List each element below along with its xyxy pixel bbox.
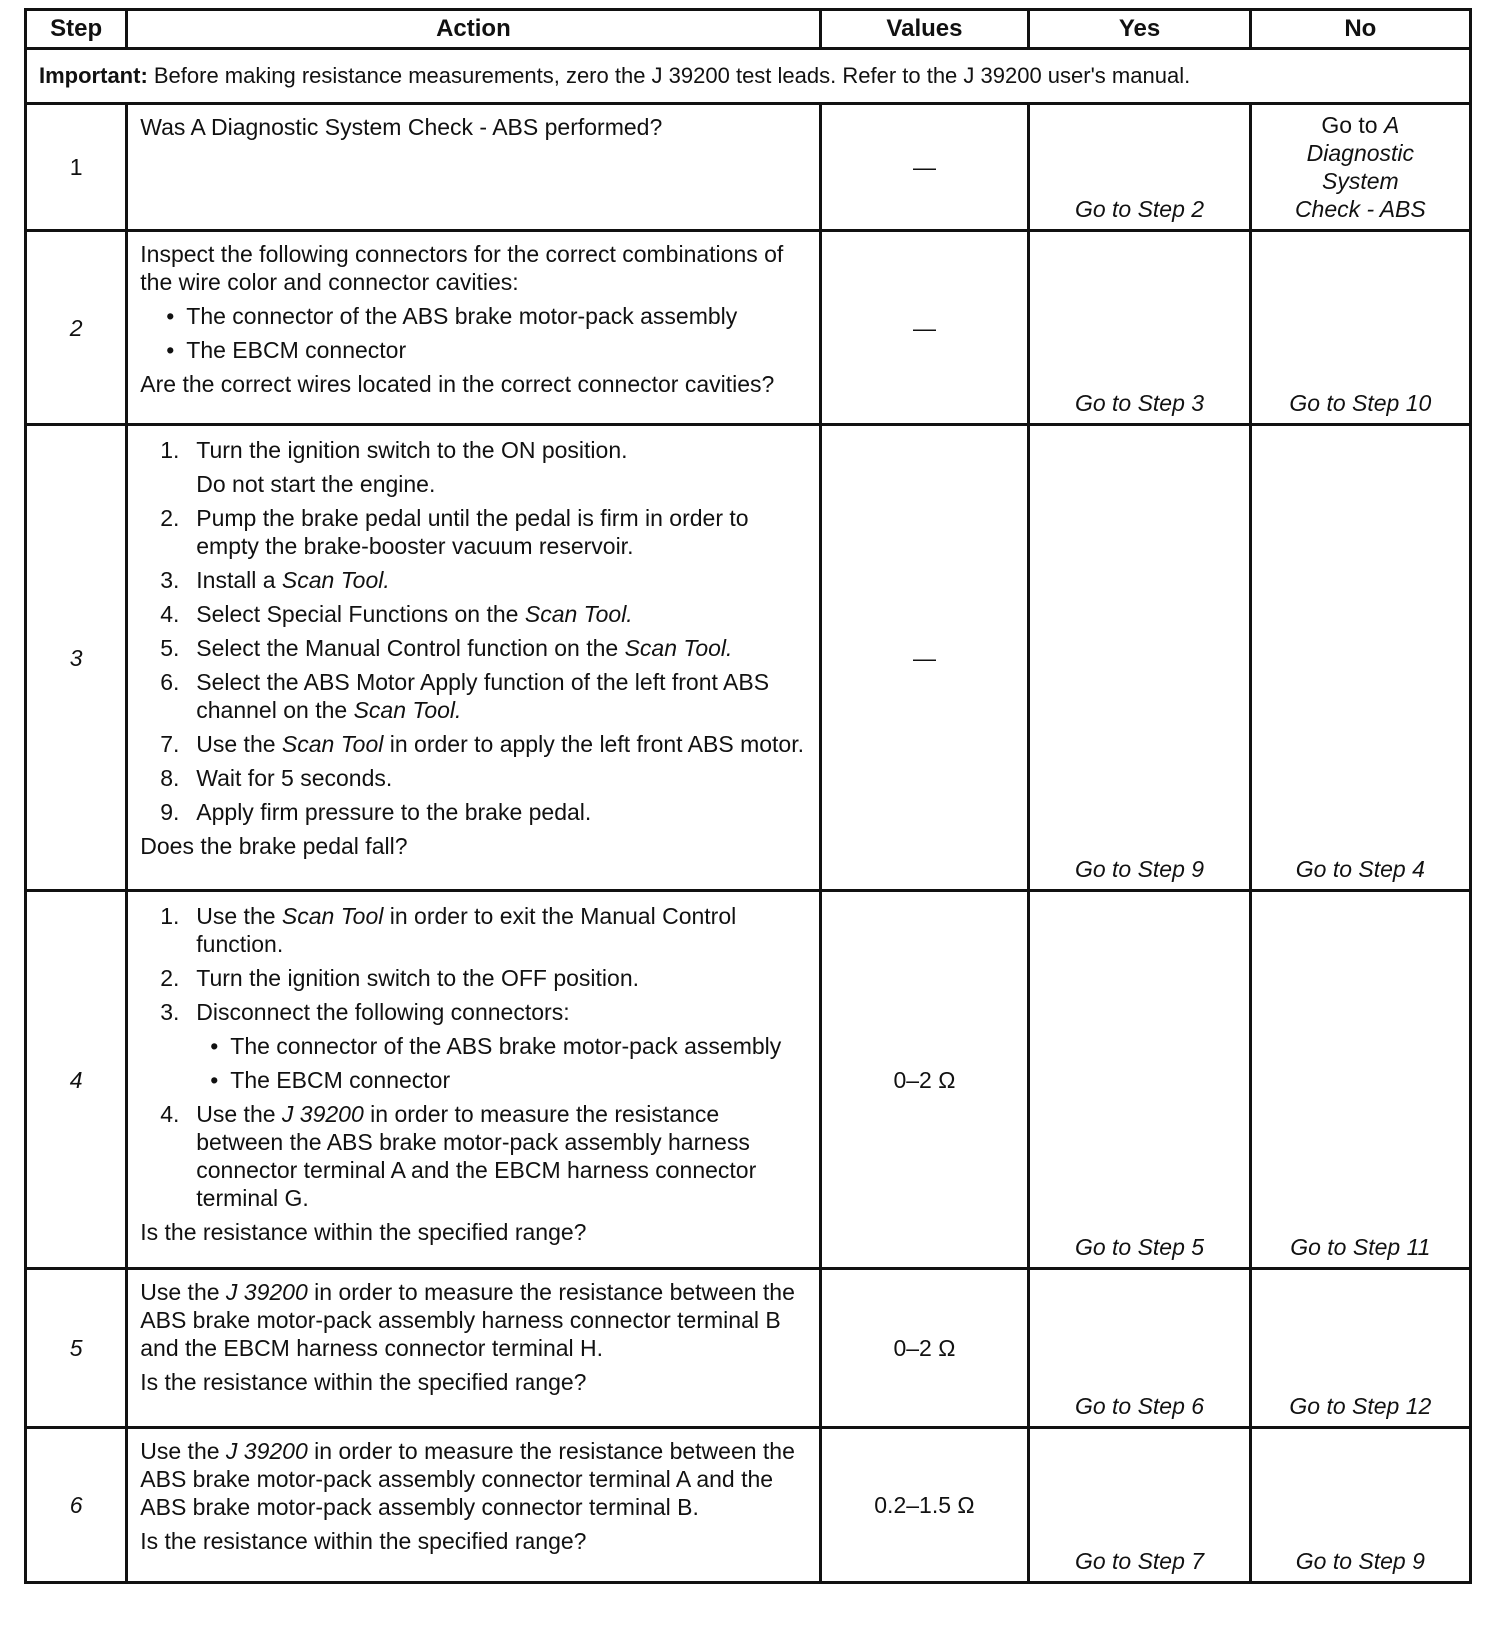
step-number: 3 (26, 425, 127, 891)
no-link-text (1256, 111, 1465, 223)
value-cell: — (820, 425, 1029, 891)
yes-link[interactable]: Go to Step 5 (1029, 891, 1250, 1269)
step-text: in order to measure the resistance between the ABS brake motor-pack assembly connector terminal A and the ABS brake motor-pack assembly connector terminal B. (140, 1438, 795, 1520)
no-link-line1: Go to (1321, 112, 1384, 138)
list-item: • The EBCM connector (164, 336, 808, 364)
step-text: Disconnect the following connectors: (196, 999, 570, 1025)
no-link[interactable]: Go to Step 12 (1250, 1269, 1470, 1428)
action-cell (127, 1269, 820, 1428)
table-row (26, 231, 1471, 425)
list-item: 1. Use the Scan Tool in order to exit the Manual Control function. (160, 903, 737, 957)
list-item: 2. Turn the ignition switch to the OFF position. (160, 965, 640, 991)
step-text: in order to exit the Manual Control function. (196, 903, 737, 957)
step-text: in order to measure the resistance between the ABS brake motor-pack assembly harness connector terminal A and the EBCM harness connector terminal G. (196, 1101, 757, 1211)
header-yes: Yes (1029, 10, 1250, 49)
action-cell (127, 104, 820, 231)
no-link[interactable]: Go to Step 11 (1250, 891, 1470, 1269)
list-item: 9. Apply firm pressure to the brake pedal. (160, 799, 592, 825)
procedure-list (140, 902, 808, 1212)
action-intro: Inspect the following connectors for the correct combinations of the wire color and connector cavities: (140, 241, 784, 295)
list-item: 6. Select the ABS Motor Apply function of the left front ABS channel on the Scan Tool. (160, 669, 770, 723)
step-text: in order to apply the left front ABS motor. (383, 731, 804, 757)
step-text: Apply firm pressure to the brake pedal. (196, 799, 592, 825)
no-link-line1-italic: A (1384, 112, 1400, 138)
step-text: in order to measure the resistance between the ABS brake motor-pack assembly harness connector terminal B and the EBCM harness connector terminal H. (140, 1279, 795, 1361)
step-text: Use the (140, 1438, 226, 1464)
list-item: 1. Turn the ignition switch to the ON position. Do not start the engine. (160, 436, 808, 498)
important-text: Before making resistance measurements, zero the J 39200 test leads. Refer to the J 39200 user's manual. (147, 63, 1191, 88)
header-values: Values (820, 10, 1029, 49)
tool-name: Scan Tool. (624, 635, 733, 661)
no-link[interactable]: Go to Step 10 (1250, 231, 1470, 425)
action-text (140, 1278, 808, 1362)
connector-list (140, 302, 808, 364)
yes-link[interactable]: Go to Step 3 (1029, 231, 1250, 425)
action-cell (127, 231, 820, 425)
table-row (26, 891, 1471, 1269)
action-cell (127, 1428, 820, 1583)
action-question: Are the correct wires located in the correct connector cavities? (140, 371, 775, 397)
no-link[interactable]: Go to Step 4 (1250, 425, 1470, 891)
table-row (26, 425, 1471, 891)
step-text: Select Special Functions on the (196, 601, 525, 627)
step-text: Use the (140, 1279, 226, 1305)
list-item: 8. Wait for 5 seconds. (160, 765, 393, 791)
tool-name: J 39200 (281, 1101, 364, 1127)
table-row (26, 1269, 1471, 1428)
step-number: 4 (26, 891, 127, 1269)
tool-name: Scan Tool. (281, 567, 390, 593)
value-cell: 0.2–1.5 Ω (820, 1428, 1029, 1583)
no-link-line3: System (1322, 168, 1399, 194)
step-text: Select the Manual Control function on the (196, 635, 625, 661)
action-cell (127, 891, 820, 1269)
no-link[interactable]: Go to Step 9 (1250, 1428, 1470, 1583)
no-link-line2: Diagnostic (1306, 140, 1415, 166)
connector-list (196, 1032, 808, 1094)
action-question: Does the brake pedal fall? (140, 833, 408, 859)
step-text: Wait for 5 seconds. (196, 765, 393, 791)
step-subtext: Do not start the engine. (196, 471, 436, 497)
list-item: 3. Disconnect the following connectors: • The connector of the ABS brake motor-pack assembly • The EBCM connector (160, 998, 808, 1094)
list-item: • The connector of the ABS brake motor-pack assembly (208, 1032, 808, 1060)
diagnostic-table (24, 8, 1472, 1584)
step-number: 2 (26, 231, 127, 425)
tool-name: Scan Tool. (524, 601, 633, 627)
step-text: Turn the ignition switch to the OFF position. (196, 965, 640, 991)
step-text: Install a (196, 567, 282, 593)
no-link[interactable] (1250, 104, 1470, 231)
yes-link[interactable]: Go to Step 9 (1029, 425, 1250, 891)
step-number: 6 (26, 1428, 127, 1583)
step-text: Select the ABS Motor Apply function of the left front ABS channel on the (196, 669, 770, 723)
value-cell: — (820, 231, 1029, 425)
header-step: Step (26, 10, 127, 49)
tool-name: Scan Tool (281, 903, 384, 929)
step-number: 1 (26, 104, 127, 231)
value-cell: 0–2 Ω (820, 1269, 1029, 1428)
list-item: 4. Select Special Functions on the Scan Tool. (160, 601, 633, 627)
action-question: Was A Diagnostic System Check - ABS performed? (140, 114, 663, 140)
action-question: Is the resistance within the specified range? (140, 1369, 587, 1395)
step-number: 5 (26, 1269, 127, 1428)
step-text: Use the (196, 1101, 282, 1127)
step-text: Turn the ignition switch to the ON position. (196, 437, 628, 463)
tool-name: Scan Tool (281, 731, 384, 757)
yes-link[interactable]: Go to Step 6 (1029, 1269, 1250, 1428)
value-cell: 0–2 Ω (820, 891, 1029, 1269)
list-item: 4. Use the J 39200 in order to measure the resistance between the ABS brake motor-pack assembly harness connector terminal A and the EBCM harness connector terminal G. (160, 1101, 757, 1211)
yes-link[interactable]: Go to Step 7 (1029, 1428, 1250, 1583)
step-text: Use the (196, 903, 282, 929)
important-row (26, 49, 1471, 104)
tool-name: J 39200 (225, 1438, 308, 1464)
header-no: No (1250, 10, 1470, 49)
list-item: 2. Pump the brake pedal until the pedal is firm in order to empty the brake-booster vacuum reservoir. (160, 505, 749, 559)
no-link-line4: Check - ABS (1294, 196, 1426, 222)
tool-name: J 39200 (225, 1279, 308, 1305)
list-item: 3. Install a Scan Tool. (160, 567, 390, 593)
list-item: 7. Use the Scan Tool in order to apply the left front ABS motor. (160, 731, 804, 757)
list-item: 5. Select the Manual Control function on the Scan Tool. (160, 635, 733, 661)
yes-link[interactable]: Go to Step 2 (1029, 104, 1250, 231)
value-cell: — (820, 104, 1029, 231)
table-row (26, 1428, 1471, 1583)
action-question: Is the resistance within the specified range? (140, 1219, 587, 1245)
action-question: Is the resistance within the specified range? (140, 1528, 587, 1554)
header-row (26, 10, 1471, 49)
list-item: • The connector of the ABS brake motor-pack assembly (164, 302, 808, 330)
important-label: Important: (39, 63, 148, 88)
procedure-list (140, 436, 808, 826)
important-note (26, 49, 1471, 104)
step-text: Pump the brake pedal until the pedal is firm in order to empty the brake-booster vacuum reservoir. (196, 505, 749, 559)
tool-name: Scan Tool. (353, 697, 462, 723)
list-item: • The EBCM connector (208, 1066, 808, 1094)
table-row (26, 104, 1471, 231)
action-text (140, 1437, 808, 1521)
header-action: Action (127, 10, 820, 49)
step-text: Use the (196, 731, 282, 757)
action-cell (127, 425, 820, 891)
